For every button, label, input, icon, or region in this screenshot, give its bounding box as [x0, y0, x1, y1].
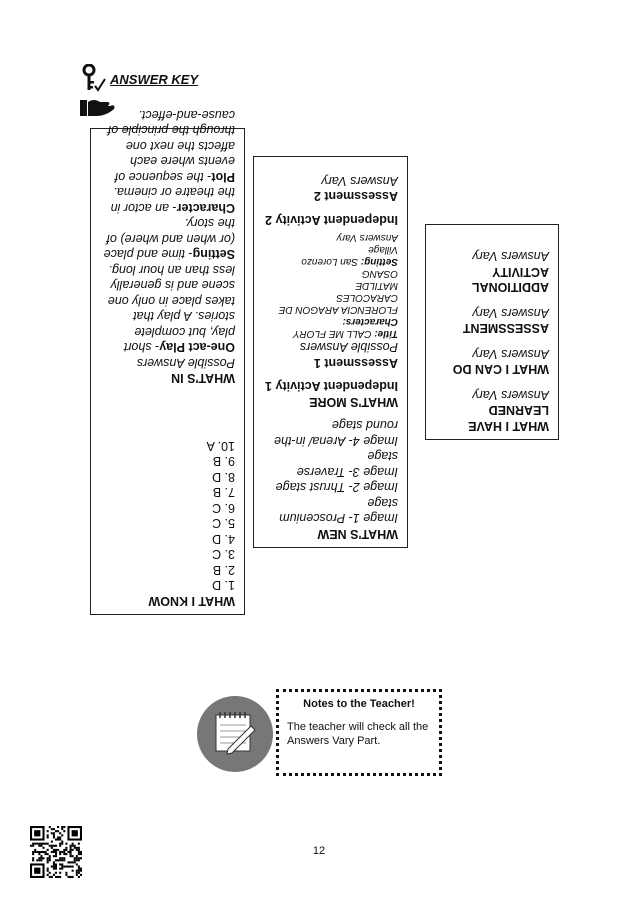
setting-value-2: Village	[368, 244, 398, 255]
definition-line	[100, 215, 235, 231]
definition-line	[100, 246, 235, 262]
answer-item: 1. D	[212, 578, 235, 593]
definition-line	[100, 308, 235, 324]
definition-line	[100, 262, 235, 278]
answer-item: 8. D	[212, 470, 235, 484]
definition-text: takes place in only one	[107, 294, 235, 308]
definition-line	[100, 122, 235, 138]
character-name: CARACOLES	[336, 292, 398, 303]
answer-item: 3. C	[212, 547, 235, 562]
answer-item: 7. B	[212, 485, 235, 500]
definition-text: the theatre or cinema.	[113, 185, 235, 200]
answer-item: 5. C	[212, 516, 235, 531]
assessment-1: Assessment 1	[313, 356, 398, 370]
page-number: 12	[312, 845, 326, 857]
possible-answers-label: Possible Answers	[136, 356, 235, 370]
answers-vary: Answers Vary	[336, 232, 398, 243]
character-name: MATILDE	[355, 280, 398, 291]
definition-text: (or when and where) of	[106, 232, 235, 246]
independent-activity-2: Independent Activity 2	[265, 213, 398, 227]
definition-line	[100, 138, 235, 154]
definition-term: Setting	[192, 247, 235, 262]
whats-new-line: Image 1- Proscenium	[279, 511, 398, 526]
definition-text: through the principle of	[107, 123, 235, 138]
definition-line	[100, 293, 235, 309]
what-i-have-learned-content	[426, 225, 558, 439]
definition-text: play, but complete	[134, 325, 235, 339]
key-icon	[80, 64, 108, 98]
definition-text: - time and place	[103, 247, 193, 262]
answer-item: 9. B	[212, 454, 235, 469]
whats-in-heading: WHAT'S IN	[171, 371, 235, 386]
character-name: OSANG	[361, 268, 398, 279]
setting-value: San Lorenzo	[301, 256, 358, 267]
definition-line	[100, 277, 235, 293]
answers-vary: Answers Vary	[321, 174, 398, 188]
definition-line	[100, 153, 235, 169]
notes-text: The teacher will check all the Answers Vary Part.	[287, 721, 429, 747]
answer-key-title: ANSWER KEY	[110, 72, 199, 87]
whats-new-heading: WHAT'S NEW	[317, 527, 398, 541]
definition-line	[100, 339, 235, 355]
whats-new-line: stage	[367, 449, 398, 464]
whats-new-line: Image 2- Thrust stage	[275, 480, 398, 495]
answer-item: 4. D	[212, 532, 235, 546]
definition-line	[100, 200, 235, 216]
definition-line	[100, 324, 235, 340]
what-i-can-do-heading: WHAT I CAN DO	[452, 362, 549, 377]
definition-text: the story.	[184, 216, 235, 231]
assessment-heading: ASSESSMENT	[462, 321, 549, 336]
whats-in-definitions	[100, 107, 235, 355]
definition-line	[100, 184, 235, 200]
character-name: FLORENCIA ARAGON DE	[278, 304, 398, 315]
additional-activity-heading: ADDITIONAL	[471, 280, 549, 295]
what-i-know-content	[91, 108, 244, 614]
whats-new-box	[253, 156, 408, 548]
what-i-have-learned-box	[425, 224, 559, 440]
what-i-know-heading: WHAT I KNOW	[148, 594, 235, 608]
definition-text: scene and is generally	[110, 278, 235, 293]
notes-title: Notes to the Teacher!	[303, 698, 415, 710]
whats-new-content	[254, 157, 407, 547]
definition-term: Character	[176, 201, 235, 215]
assessment-2: Assessment 2	[313, 189, 398, 204]
answers-vary: Answers Vary	[472, 388, 549, 402]
definition-text: less than an hour long.	[108, 263, 235, 277]
answer-item: 2. B	[212, 563, 235, 577]
answer-item: 10. A	[206, 439, 235, 453]
definition-term: One-act Play	[159, 340, 235, 355]
what-i-know-box	[90, 108, 245, 615]
whats-new-line: round stage	[331, 418, 398, 433]
whats-new-line: Image 4- Arena/ in-the	[274, 434, 398, 448]
notes-to-teacher	[276, 689, 442, 776]
definition-text: affects the next one	[125, 139, 235, 153]
learned-heading: LEARNED	[488, 403, 549, 418]
answers-vary: Answers Vary	[472, 306, 549, 320]
whats-new-line: Image 3- Traverse	[296, 465, 398, 479]
possible-answers-label: Possible Answers	[299, 340, 398, 355]
definition-text: - short	[123, 340, 160, 355]
definition-term: Plot	[211, 170, 235, 184]
title-label: Title:	[374, 328, 398, 339]
answers-vary: Answers Vary	[472, 347, 549, 361]
definition-text: cause-and-effect.	[138, 108, 235, 122]
setting-label: Setting:	[360, 256, 398, 267]
answer-item: 6. C	[212, 501, 235, 515]
whats-new-line: stage	[367, 496, 398, 510]
definition-line	[100, 231, 235, 247]
notepad-icon	[196, 695, 274, 773]
definition-text: - an actor in	[110, 201, 177, 215]
definition-line	[100, 107, 235, 123]
whats-more-heading: WHAT'S MORE	[309, 395, 398, 409]
additional-activity-heading: ACTIVITY	[492, 265, 549, 279]
learned-heading: WHAT I HAVE	[468, 419, 549, 433]
characters-label: Characters:	[342, 316, 398, 327]
title-value: CALL ME FLORY	[293, 328, 372, 339]
definition-line	[100, 169, 235, 185]
answers-vary: Answers Vary	[472, 249, 549, 264]
definition-text: - the sequence of	[114, 170, 212, 184]
definition-text: events where each	[130, 154, 235, 169]
independent-activity-1: Independent Activity 1	[265, 379, 398, 394]
definition-text: stories. A play that	[133, 309, 235, 324]
